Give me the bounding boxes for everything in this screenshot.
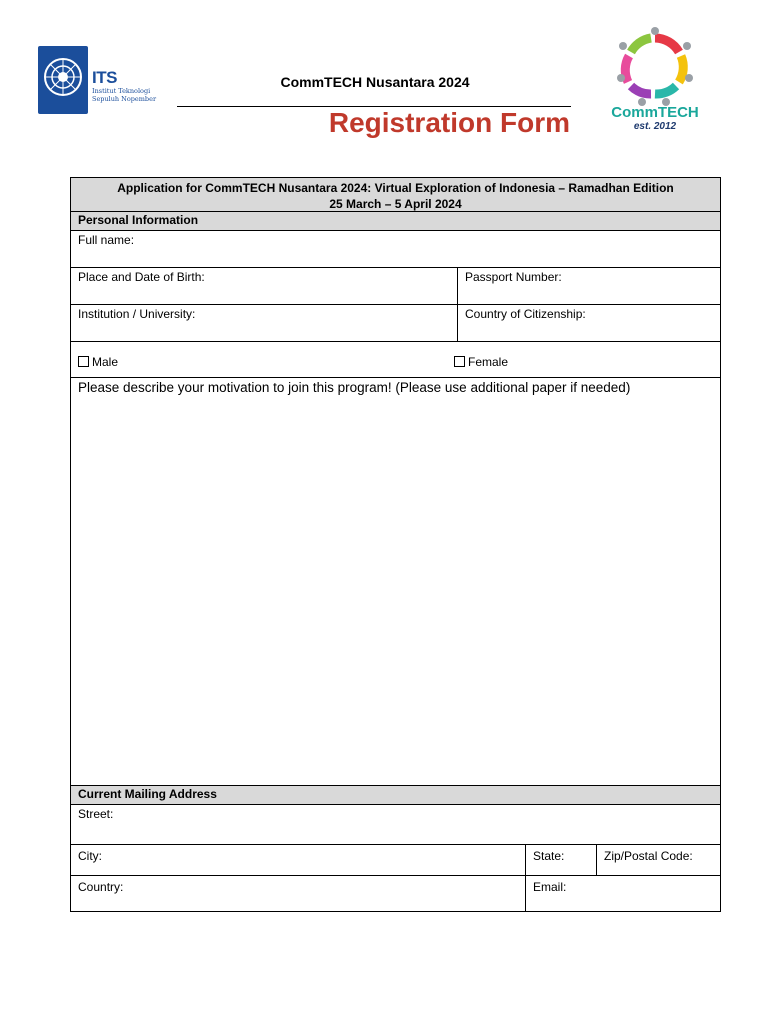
motivation-row xyxy=(71,378,720,786)
personal-section-row xyxy=(71,212,720,231)
its-brand: ITS xyxy=(92,68,117,87)
email-field[interactable] xyxy=(525,876,720,911)
citizenship-label: Country of Citizenship: xyxy=(465,307,586,321)
its-subtitle: Institut Teknologi Sepuluh Nopember xyxy=(92,87,157,103)
address-section-row xyxy=(71,786,720,805)
state-label: State: xyxy=(533,849,565,863)
gender-male-option[interactable] xyxy=(71,349,447,371)
female-label: Female xyxy=(468,354,509,369)
street-field[interactable] xyxy=(71,805,720,844)
commtech-established: est. 2012 xyxy=(633,121,677,132)
street-row xyxy=(71,805,720,845)
motivation-field[interactable] xyxy=(71,378,720,785)
its-logo xyxy=(38,46,158,116)
gender-row xyxy=(71,342,720,378)
institution-citizenship-row xyxy=(71,305,720,342)
institution-label: Institution / University: xyxy=(78,307,196,321)
male-checkbox[interactable] xyxy=(78,356,89,367)
its-emblem-icon xyxy=(38,46,88,114)
city-label: City: xyxy=(78,849,102,863)
conference-title: CommTECH Nusantara 2024 xyxy=(280,74,470,90)
birth-label: Place and Date of Birth: xyxy=(78,270,205,284)
commtech-logo xyxy=(604,26,706,136)
birth-field[interactable] xyxy=(71,268,457,304)
zip-label: Zip/Postal Code: xyxy=(604,849,693,863)
country-email-row xyxy=(71,876,720,912)
form-heading-title: Application for CommTECH Nusantara 2024: Virtual Exploration of Indonesia – Ramadhan Edition xyxy=(117,181,674,195)
birth-passport-row xyxy=(71,268,720,305)
institution-field[interactable] xyxy=(71,305,457,341)
commtech-ring-icon xyxy=(604,26,706,106)
commtech-wordmark: CommTECH xyxy=(611,104,699,121)
form-title: Registration Form xyxy=(328,107,570,138)
registration-form xyxy=(70,177,721,912)
personal-section-header: Personal Information xyxy=(71,212,720,230)
full-name-field[interactable] xyxy=(71,231,720,267)
full-name-row xyxy=(71,231,720,268)
passport-field[interactable] xyxy=(457,268,720,304)
city-state-zip-row xyxy=(71,845,720,876)
male-label: Male xyxy=(92,354,119,369)
citizenship-field[interactable] xyxy=(457,305,720,341)
zip-field[interactable] xyxy=(596,845,720,875)
country-label: Country: xyxy=(78,880,124,894)
email-label: Email: xyxy=(533,880,567,894)
motivation-prompt: Please describe your motivation to join this program! (Please use additional paper if needed) xyxy=(78,380,631,395)
form-heading xyxy=(71,178,720,211)
gender-female-option[interactable] xyxy=(447,349,720,371)
country-field[interactable] xyxy=(71,876,525,911)
state-field[interactable] xyxy=(525,845,596,875)
form-heading-dates: 25 March – 5 April 2024 xyxy=(329,197,462,211)
address-section-header: Current Mailing Address xyxy=(71,786,720,804)
female-checkbox[interactable] xyxy=(454,356,465,367)
street-label: Street: xyxy=(78,807,114,821)
city-field[interactable] xyxy=(71,845,525,875)
full-name-label: Full name: xyxy=(78,233,135,247)
passport-label: Passport Number: xyxy=(465,270,562,284)
form-heading-row xyxy=(71,178,720,212)
